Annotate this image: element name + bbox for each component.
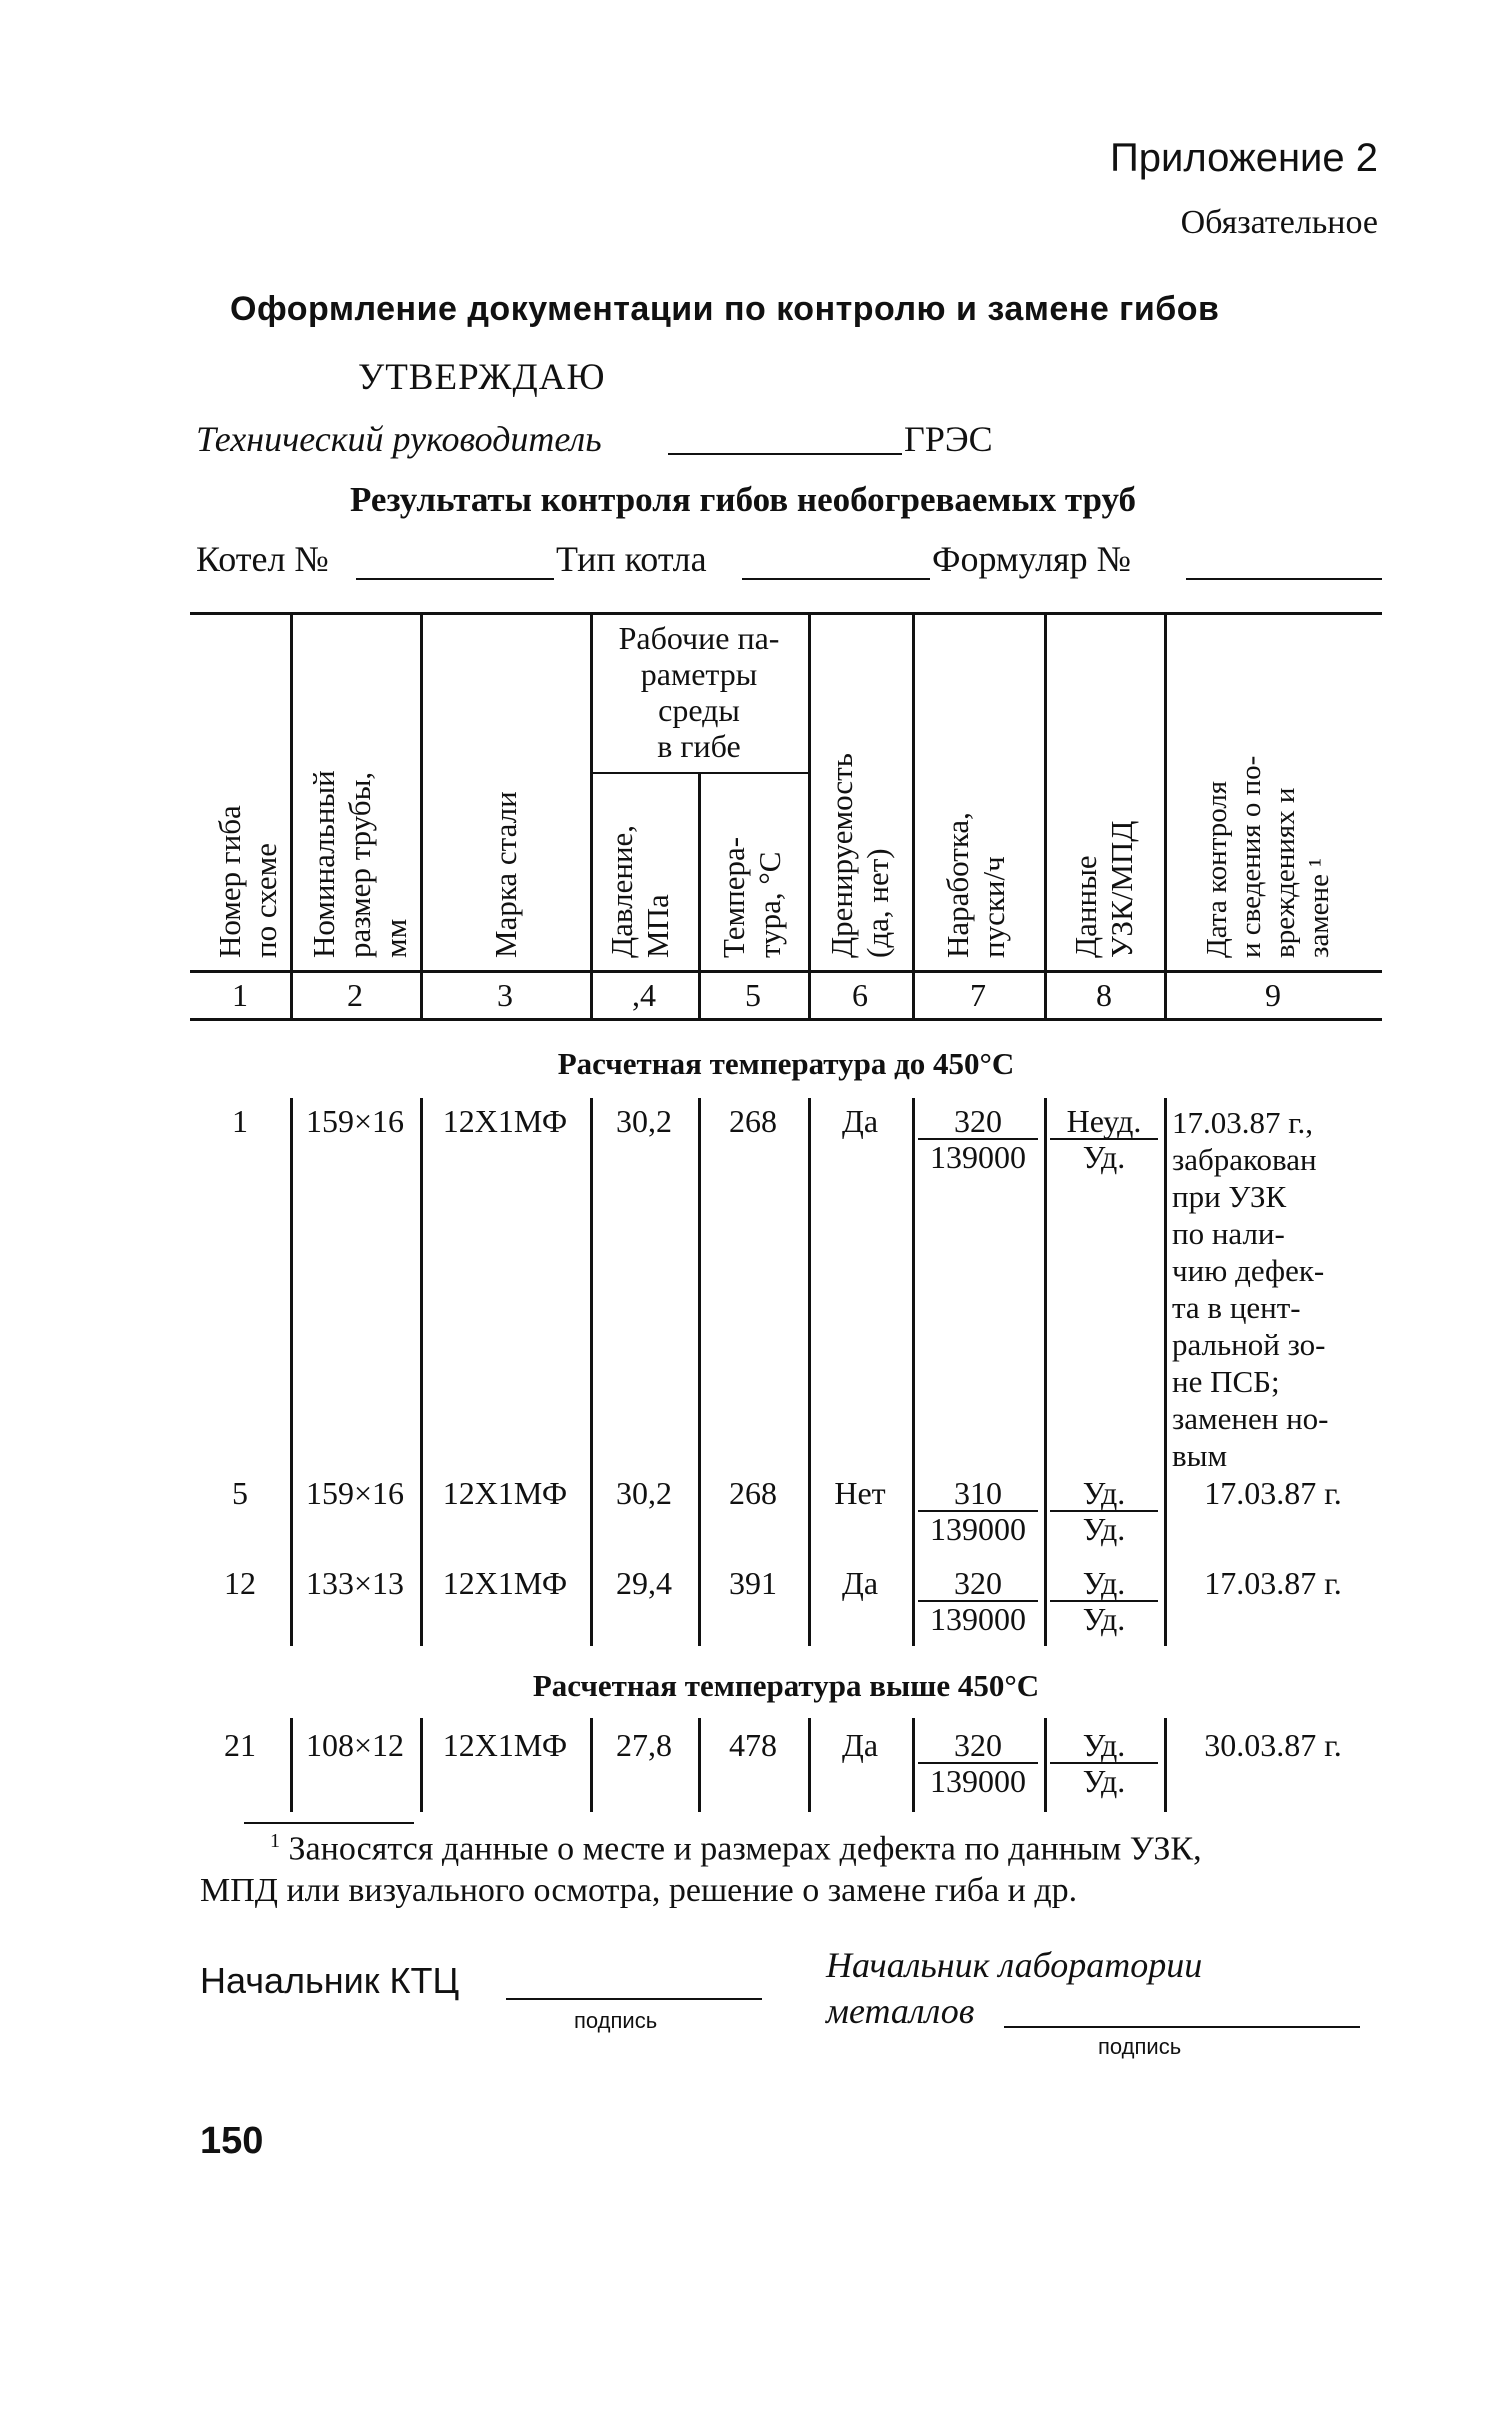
group-header-line: раметры: [640, 656, 758, 692]
hours-count: 139000: [930, 1763, 1026, 1799]
hours-count: 139000: [930, 1601, 1026, 1637]
cell-pressure: 27,8: [616, 1727, 672, 1763]
cell-remark: 17.03.87 г.: [1204, 1565, 1342, 1601]
header-line: размер трубы,: [342, 771, 377, 958]
remark-line: ральной зо-: [1172, 1327, 1326, 1362]
document-title: Оформление документации по контролю и замене гибов: [230, 290, 1220, 328]
header-line: Наработка,: [940, 812, 975, 958]
cell-drainability: Нет: [834, 1475, 886, 1511]
column-header-uzk-mpd: [1068, 821, 1140, 958]
header-line: Дата контроля: [1201, 780, 1233, 958]
cell-bend-number: 12: [224, 1565, 256, 1601]
group-header-line: среды: [658, 692, 740, 728]
column-header-steel-grade: [488, 791, 524, 958]
numbers-bottom-rule: [190, 1018, 1382, 1021]
column-header-temperature: [716, 837, 788, 958]
cell-temperature: 268: [729, 1475, 777, 1511]
mpd-result: Уд.: [1082, 1511, 1126, 1547]
body-col-divider: [590, 1098, 593, 1646]
uzk-result: Уд.: [1050, 1476, 1158, 1512]
cell-pressure: 29,4: [616, 1565, 672, 1601]
cell-uzk-mpd: [1050, 1476, 1158, 1546]
ktc-signature-caption: подпись: [574, 2008, 658, 2033]
column-number: 1: [232, 977, 248, 1013]
column-header-bend-number: [212, 805, 284, 958]
header-line: мм: [378, 918, 413, 958]
cell-operating-time: [918, 1104, 1038, 1174]
cell-bend-number: 1: [232, 1103, 248, 1139]
header-line: тура, °С: [752, 851, 787, 958]
body-col-divider: [420, 1098, 423, 1646]
body-col-divider: [698, 1098, 701, 1646]
starts-count: 310: [918, 1476, 1038, 1512]
header-line: Давление,: [604, 824, 639, 958]
cell-steel-grade: 12Х1МФ: [442, 1565, 568, 1601]
starts-count: 320: [918, 1104, 1038, 1140]
cell-pressure: 30,2: [616, 1103, 672, 1139]
lab-head-label-line2: металлов: [826, 1991, 975, 2031]
remark-line: 17.03.87 г.,: [1172, 1105, 1313, 1140]
cell-temperature: 478: [729, 1727, 777, 1763]
col-divider: [420, 612, 423, 1020]
section-heading: Расчетная температура выше 450°С: [532, 1668, 1040, 1703]
column-number: 9: [1265, 977, 1281, 1013]
cell-uzk-mpd: [1050, 1566, 1158, 1636]
station-label: ГРЭС: [904, 419, 993, 459]
header-line: замене ¹: [1303, 858, 1335, 958]
header-line: по схеме: [248, 842, 283, 958]
appendix-label: Приложение 2: [1110, 136, 1378, 180]
header-line: Дренируемость: [824, 753, 859, 958]
header-line: Темпера-: [716, 836, 751, 958]
boiler-type-line: [742, 578, 930, 580]
cell-bend-number: 21: [224, 1727, 256, 1763]
uzk-result: Неуд.: [1050, 1104, 1158, 1140]
cell-pipe-size: 108×12: [305, 1727, 405, 1763]
column-number: 5: [745, 977, 761, 1013]
column-number: 3: [497, 977, 513, 1013]
header-line: УЗК/МПД: [1104, 820, 1139, 958]
hours-count: 139000: [930, 1139, 1026, 1175]
boiler-type-label: Тип котла: [556, 539, 707, 579]
footnote-line-2: МПД или визуального осмотра, решение о замене гиба и др.: [200, 1872, 1078, 1909]
cell-drainability: Да: [841, 1103, 879, 1139]
cell-steel-grade: 12Х1МФ: [442, 1103, 568, 1139]
col-divider: [290, 612, 293, 1020]
body-col-divider: [1164, 1098, 1167, 1646]
cell-uzk-mpd: [1050, 1728, 1158, 1798]
remark-line: чию дефек-: [1172, 1253, 1325, 1288]
uzk-result: Уд.: [1050, 1566, 1158, 1602]
ktc-signature-line: [506, 1998, 762, 2000]
col-divider: [1164, 612, 1167, 1020]
column-header-pressure: [604, 825, 676, 958]
boiler-number-label: Котел №: [196, 539, 329, 579]
cell-drainability: Да: [841, 1565, 879, 1601]
header-line: Номер гиба: [212, 805, 247, 958]
body-col-divider: [912, 1718, 915, 1812]
cell-remark: [1172, 1104, 1372, 1474]
status-label: Обязательное: [1180, 204, 1378, 241]
remark-line: заменен но-: [1172, 1401, 1329, 1436]
report-title: Результаты контроля гибов необогреваемых труб: [350, 480, 1137, 519]
cell-uzk-mpd: [1050, 1104, 1158, 1174]
header-line: Данные: [1068, 855, 1103, 958]
ktc-head-label: Начальник КТЦ: [200, 1960, 460, 2001]
form-number-line: [1186, 578, 1382, 580]
cell-remark: 17.03.87 г.: [1204, 1475, 1342, 1511]
header-line: вреждениях и: [1269, 787, 1301, 958]
body-col-divider: [1044, 1718, 1047, 1812]
header-line: и сведения о по-: [1235, 755, 1267, 958]
table-top-rule: [190, 612, 1382, 615]
header-line: пуски/ч: [976, 856, 1011, 958]
lab-signature-caption: подпись: [1098, 2034, 1182, 2059]
cell-pressure: 30,2: [616, 1475, 672, 1511]
cell-operating-time: [918, 1566, 1038, 1636]
uzk-result: Уд.: [1050, 1728, 1158, 1764]
mpd-result: Уд.: [1082, 1763, 1126, 1799]
group-header-line: Рабочие па-: [618, 620, 780, 656]
cell-pipe-size: 133×13: [305, 1565, 405, 1601]
header-line: МПа: [640, 894, 675, 958]
approve-label: УТВЕРЖДАЮ: [358, 357, 606, 398]
header-line: Номинальный: [306, 770, 341, 958]
column-header-operating-time: [940, 812, 1012, 958]
group-header: [590, 620, 808, 764]
remark-line: забракован: [1172, 1142, 1317, 1177]
col-divider: [1044, 612, 1047, 1020]
footnote-line-1: [270, 1830, 1202, 1868]
body-col-divider: [912, 1098, 915, 1646]
mpd-result: Уд.: [1082, 1139, 1126, 1175]
footnote-mark: 1: [270, 1830, 280, 1852]
remark-line: не ПСБ;: [1172, 1364, 1280, 1399]
cell-operating-time: [918, 1728, 1038, 1798]
starts-count: 320: [918, 1566, 1038, 1602]
column-number: ,4: [632, 977, 656, 1013]
header-bottom-rule: [190, 970, 1382, 973]
lab-head-label: Начальник лаборатории: [826, 1945, 1203, 1985]
footnote-rule: [244, 1822, 414, 1824]
cell-remark: 30.03.87 г.: [1204, 1727, 1342, 1763]
col-divider: [808, 612, 811, 1020]
cell-temperature: 391: [729, 1565, 777, 1601]
column-number: 2: [347, 977, 363, 1013]
section-heading: Расчетная температура до 450°С: [557, 1046, 1015, 1081]
group-header-line: в гибе: [657, 728, 741, 764]
tech-head-signature-line: [668, 453, 902, 455]
cell-steel-grade: 12Х1МФ: [442, 1727, 568, 1763]
remark-line: по нали-: [1172, 1216, 1285, 1251]
lab-signature-line: [1004, 2026, 1360, 2028]
page-number: 150: [200, 2120, 264, 2162]
form-number-label: Формуляр №: [932, 539, 1131, 579]
cell-drainability: Да: [841, 1727, 879, 1763]
cell-pipe-size: 159×16: [305, 1103, 405, 1139]
remark-line: при УЗК: [1172, 1179, 1287, 1214]
header-line: (да, нет): [860, 848, 895, 958]
column-number: 6: [852, 977, 868, 1013]
body-col-divider: [290, 1098, 293, 1646]
column-header-drainability: [824, 753, 896, 958]
cell-temperature: 268: [729, 1103, 777, 1139]
cell-bend-number: 5: [232, 1475, 248, 1511]
remark-line: вым: [1172, 1438, 1228, 1473]
tech-head-label: Технический руководитель: [196, 419, 602, 459]
column-number: 7: [970, 977, 986, 1013]
footnote-text: Заносятся данные о месте и размерах дефекта по данным УЗК,: [288, 1830, 1202, 1868]
cell-pipe-size: 159×16: [305, 1475, 405, 1511]
boiler-number-line: [356, 578, 554, 580]
remark-line: та в цент-: [1172, 1290, 1301, 1325]
body-col-divider: [808, 1098, 811, 1646]
col-divider: [912, 612, 915, 1020]
header-line: Марка стали: [488, 791, 523, 958]
column-number: 8: [1096, 977, 1112, 1013]
cell-steel-grade: 12Х1МФ: [442, 1475, 568, 1511]
cell-operating-time: [918, 1476, 1038, 1546]
mpd-result: Уд.: [1082, 1601, 1126, 1637]
body-col-divider: [1044, 1098, 1047, 1646]
column-header-pipe-size: [306, 770, 414, 958]
starts-count: 320: [918, 1728, 1038, 1764]
column-header-control-date: [1200, 756, 1336, 958]
hours-count: 139000: [930, 1511, 1026, 1547]
